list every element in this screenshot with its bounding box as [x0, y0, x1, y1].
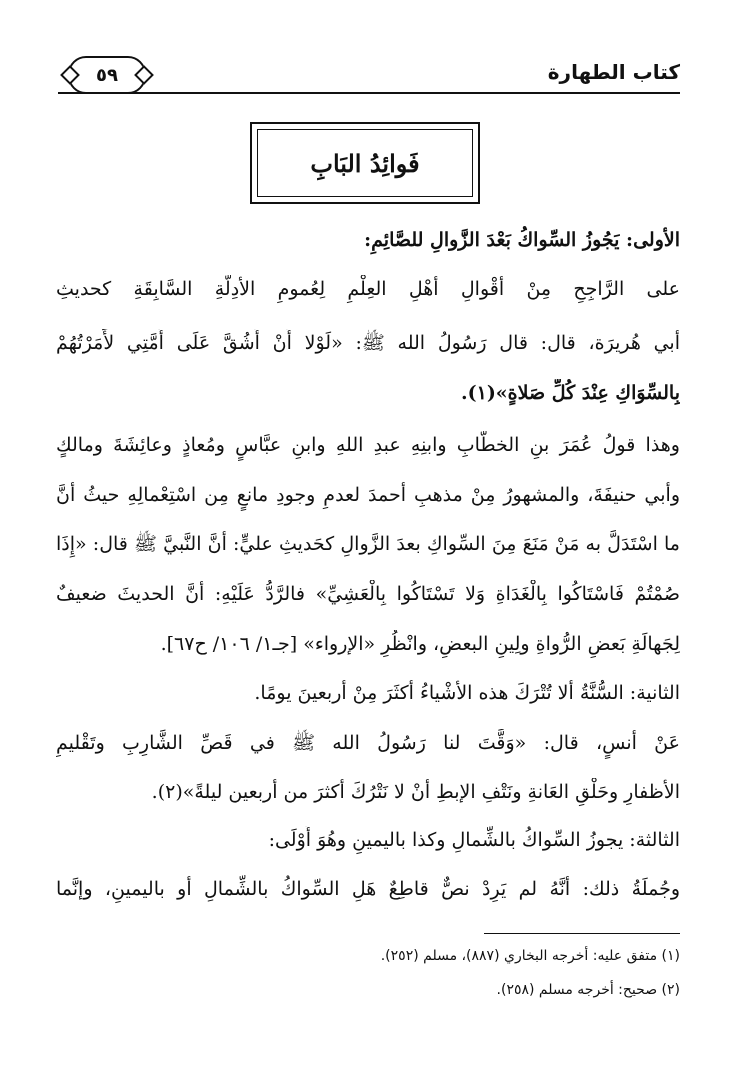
text-line: وأبي حنيفَةَ، والمشهورُ مِنْ مذهبِ أحمدَ لعدمِ وجودِ مانعٍ مِن اسْتِعْمالِهِ حيثُ أنَّ [56, 484, 680, 506]
section-title: فَوائِدُ البَابِ [257, 129, 473, 197]
page-number-badge [68, 56, 146, 94]
text-line: لِجَهالَةِ بَعضِ الرُّواةِ ولِينِ البعضِ، وانْظُرِ «الإرواء» [جـ١/ ١٠٦/ ح٦٧]. [160, 633, 680, 655]
page-number: ٥٩ [96, 64, 118, 86]
heading-second-benefit: الثانية: السُّنَّةُ ألا تُتْرَكَ هذه الأشْياءُ أكثَرَ مِنْ أربعينَ يومًا. [254, 682, 680, 704]
text-line: وهذا قولُ عُمَرَ بنِ الخطَّابِ وابنِهِ عبدِ اللهِ وابنِ عبَّاسٍ ومُعاذٍ وعائِشَةَ ومالكٍ [56, 434, 680, 456]
text-line: وجُملَةُ ذلك: أنَّهُ لم يَرِدْ نصٌّ قاطِعٌ هَلِ السِّواكُ بالشِّمالِ أو باليمينِ، وإنَّما [56, 878, 680, 900]
text-line: ما اسْتَدَلَّ به مَنْ مَنَعَ مِنَ السِّواكِ بعدَ الزَّوالِ كحَديثِ عليٍّ: أنَّ النَّبيَّ ﷺ قال: «إِذَا [56, 533, 680, 555]
heading-first-benefit: الأولى: يَجُوزُ السِّواكُ بَعْدَ الزَّوالِ للصَّائِمِ: [364, 229, 680, 251]
book-title: كتاب الطهارة [547, 60, 680, 84]
header-rule [58, 92, 680, 94]
text-line: بِالسِّوَاكِ عِنْدَ كُلِّ صَلاةٍ»(١). [460, 382, 680, 404]
section-title-frame [250, 122, 480, 204]
text-line: على الرَّاجِحِ مِنْ أقْوالِ أهْلِ العِلْمِ لِعُمومِ الأدِلَّةِ السَّابِقَةِ كحديثِ [56, 278, 680, 300]
footnote-rule [484, 933, 680, 934]
heading-third-benefit: الثالثة: يجوزُ السِّواكُ بالشِّمالِ وكذا باليمينِ وهُوَ أَوْلَى: [268, 829, 680, 851]
text-line: صُمْتُمْ فَاسْتَاكُوا بِالْغَدَاةِ وَلا تَسْتَاكُوا بِالْعَشِيِّ» فالرَّدُّ عَلَيْهِ: أنَّ الحديثَ ضعيفٌ [56, 583, 680, 605]
text-line: عَنْ أنسٍ، قال: «وَقَّتَ لنا رَسُولُ الله ﷺ في قَصِّ الشَّارِبِ وتَقْليمِ [56, 732, 680, 754]
footnote-1: (١) متفق عليه: أخرجه البخاري (٨٨٧)، مسلم (٢٥٢). [380, 948, 680, 964]
text-line: الأظفارِ وحَلْقِ العَانةِ ونَتْفِ الإبطِ أنْ لا نَتْرُكَ أكثرَ من أربعين ليلةً»(٢). [151, 781, 680, 803]
text-line: أبي هُريرَة، قال: قال رَسُولُ الله ﷺ: «لَوْلا أَنْ أَشُقَّ عَلَى أُمَّتِي لأَمَرْتُهُمْ [56, 332, 680, 354]
footnote-2: (٢) صحيح: أخرجه مسلم (٢٥٨). [496, 982, 680, 998]
